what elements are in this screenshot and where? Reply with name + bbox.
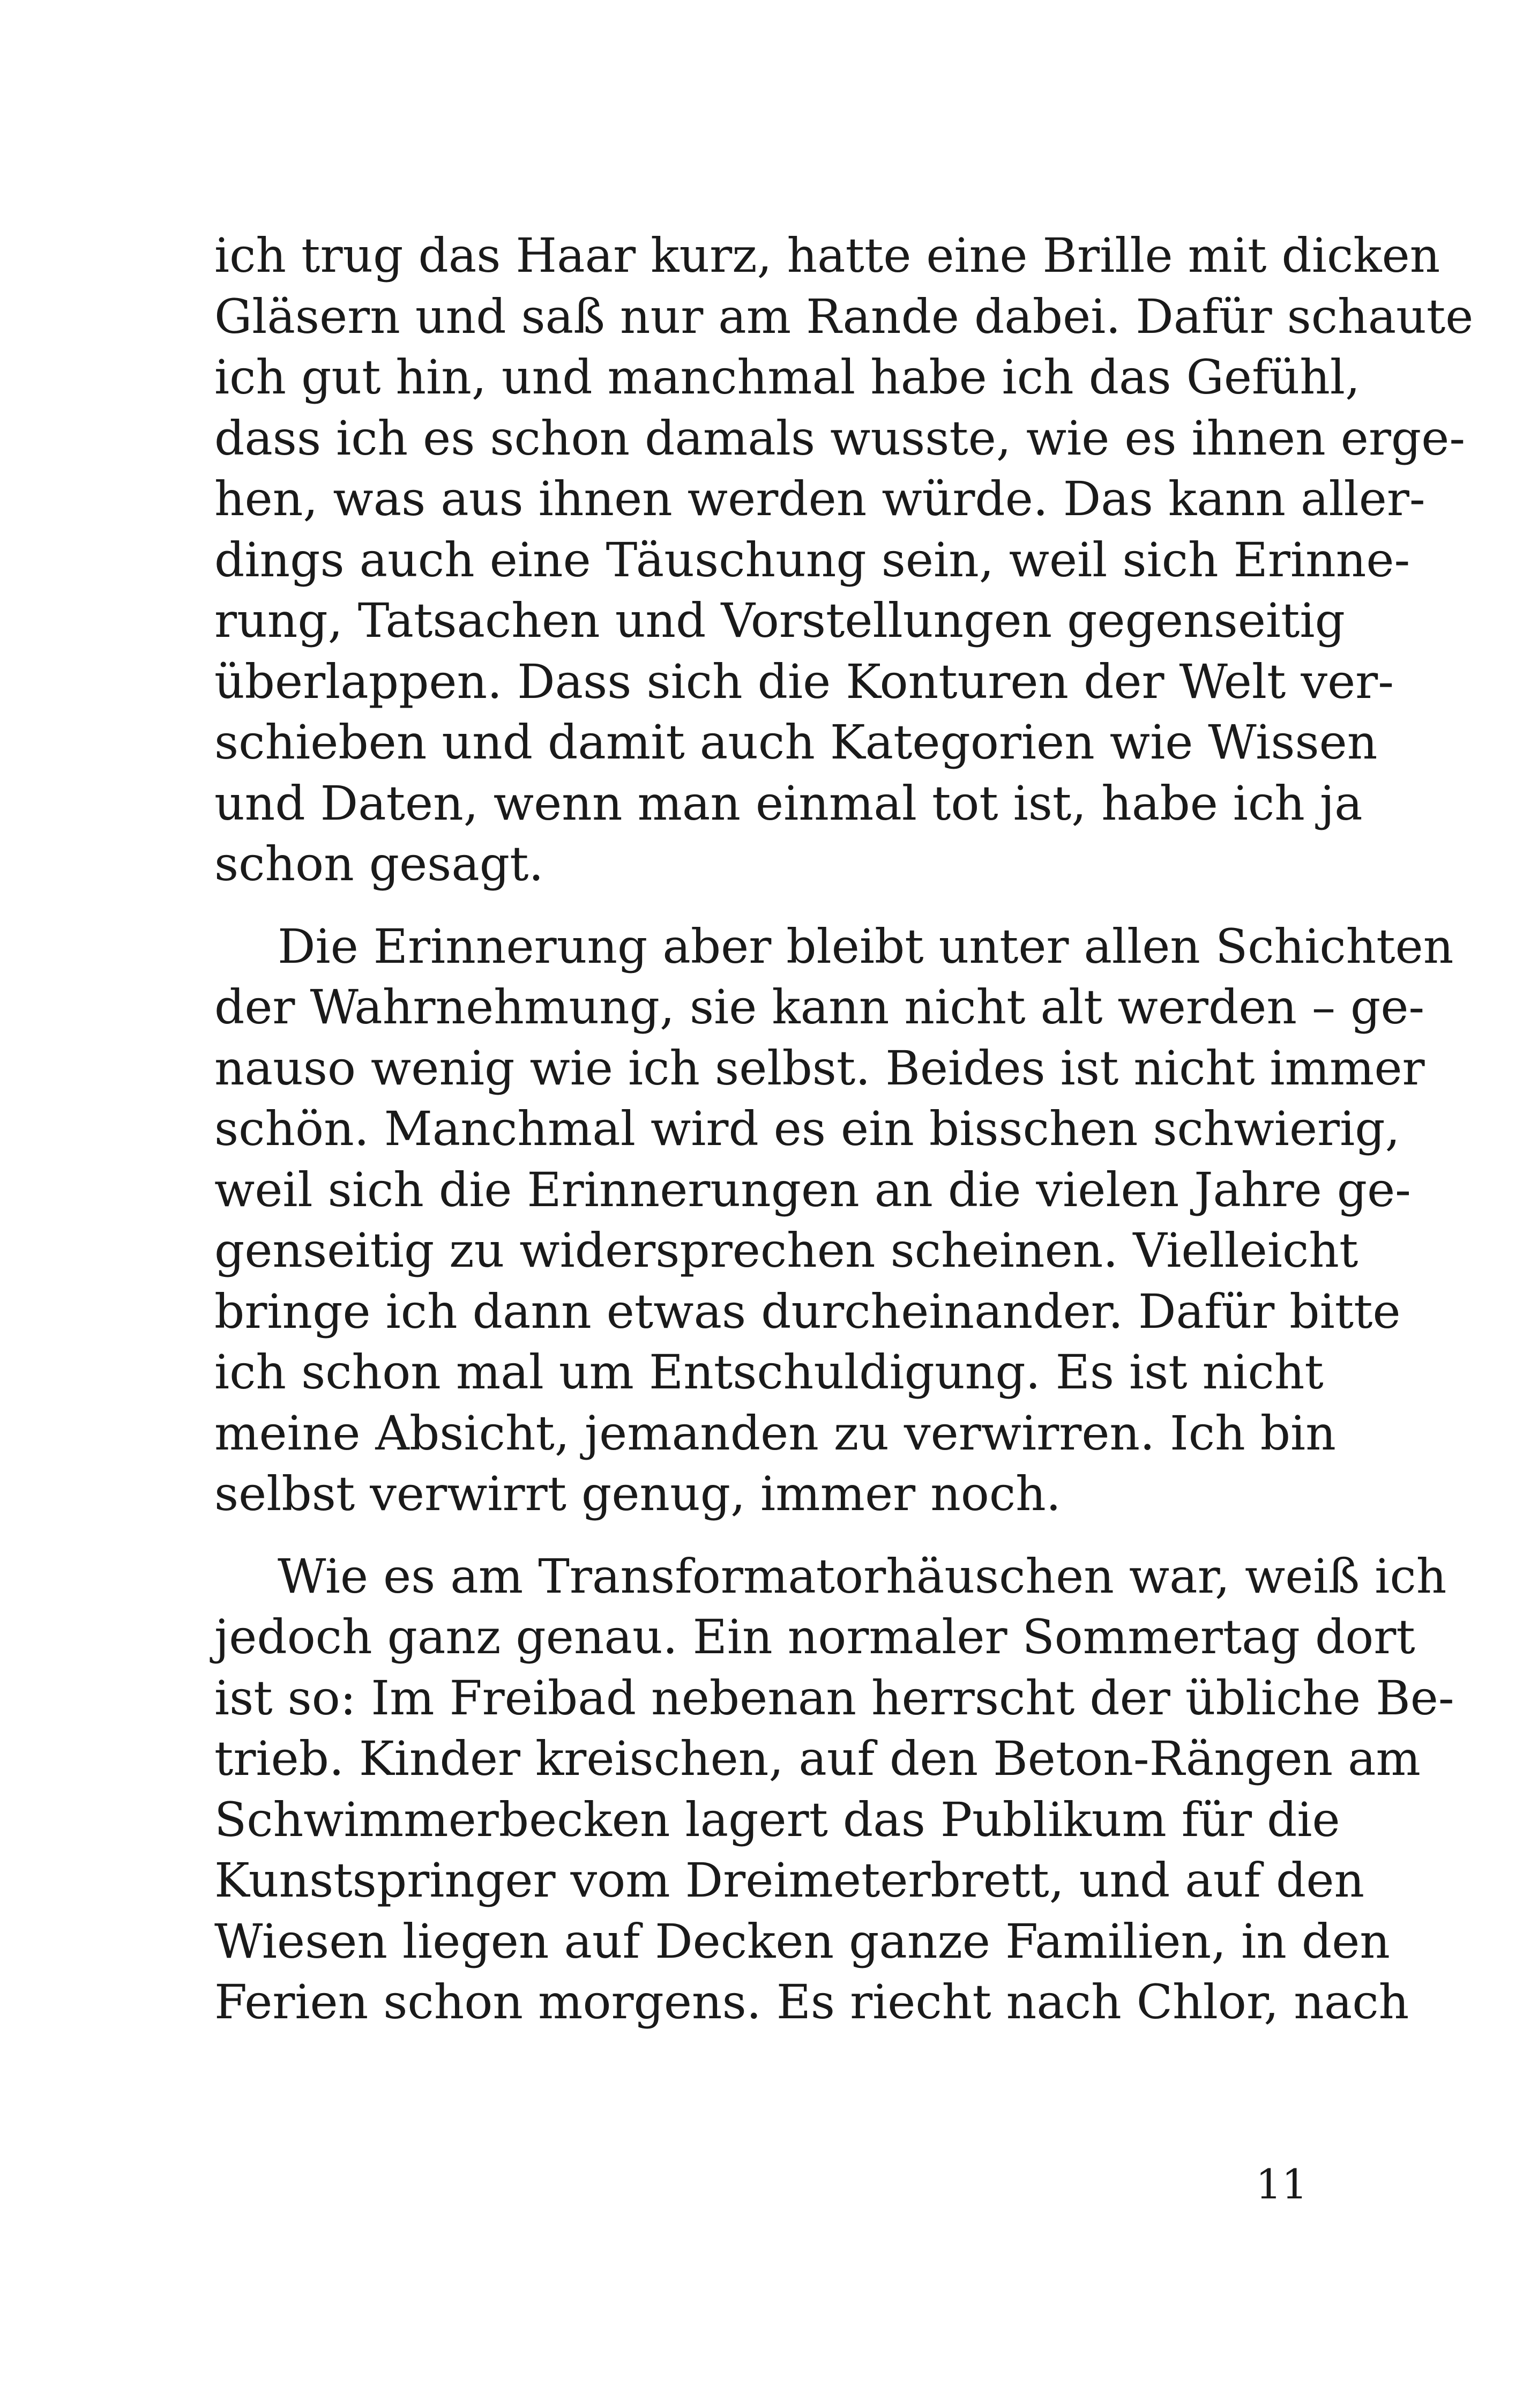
body-text <box>214 225 1474 2033</box>
text-line: nauso wenig wie ich selbst. Beides ist nicht immer <box>214 1040 1425 1096</box>
text-line: ist so: Im Freibad nebenan herrscht der übliche Be- <box>214 1670 1454 1726</box>
text-line: trieb. Kinder kreischen, auf den Beton-Rängen am <box>214 1731 1421 1786</box>
text-line: selbst verwirrt genug, immer noch. <box>214 1466 1061 1521</box>
text-line: Schwimmerbecken lagert das Publikum für die <box>214 1792 1340 1847</box>
text-line: hen, was aus ihnen werden würde. Das kann aller- <box>214 471 1425 526</box>
page-number: 11 <box>1256 2160 1308 2208</box>
text-line: ich schon mal um Entschuldigung. Es ist nicht <box>214 1344 1324 1400</box>
text-line: ich gut hin, und manchmal habe ich das Gefühl, <box>214 350 1361 405</box>
text-line: bringe ich dann etwas durcheinander. Dafür bitte <box>214 1283 1401 1339</box>
text-line: schon gesagt. <box>214 836 544 891</box>
text-line: Wiesen liegen auf Decken ganze Familien, in den <box>214 1913 1390 1969</box>
paragraph-3 <box>214 1546 1454 2033</box>
text-line: Ferien schon morgens. Es riecht nach Chlor, nach <box>214 1974 1409 2030</box>
text-line: und Daten, wenn man einmal tot ist, habe ich ja <box>214 775 1363 831</box>
text-line: dings auch eine Täuschung sein, weil sich Erinne- <box>214 532 1410 588</box>
text-line: weil sich die Erinnerungen an die vielen Jahre ge- <box>214 1162 1411 1217</box>
text-line: jedoch ganz genau. Ein normaler Sommertag dort <box>214 1609 1415 1664</box>
text-line: ich trug das Haar kurz, hatte eine Brille mit dicken <box>214 228 1440 283</box>
text-line: Die Erinnerung aber bleibt unter allen Schichten <box>278 918 1454 974</box>
text-line: dass ich es schon damals wusste, wie es ihnen erge- <box>214 410 1466 466</box>
paragraph-1 <box>214 225 1474 895</box>
text-line: meine Absicht, jemanden zu verwirren. Ich bin <box>214 1405 1336 1461</box>
text-line: schieben und damit auch Kategorien wie Wissen <box>214 715 1378 770</box>
text-line: rung, Tatsachen und Vorstellungen gegenseitig <box>214 593 1345 648</box>
paragraph-2 <box>214 916 1454 1525</box>
text-line: überlappen. Dass sich die Konturen der Welt ver- <box>214 653 1394 709</box>
text-line: Wie es am Transformatorhäuschen war, weiß ich <box>278 1548 1447 1604</box>
text-line: schön. Manchmal wird es ein bisschen schwierig, <box>214 1101 1400 1156</box>
text-line: Kunstspringer vom Dreimeterbrett, und auf den <box>214 1853 1365 1908</box>
text-line: genseitig zu widersprechen scheinen. Vielleicht <box>214 1223 1358 1278</box>
text-line: der Wahrnehmung, sie kann nicht alt werden – ge- <box>214 979 1425 1035</box>
text-line: Gläsern und saß nur am Rande dabei. Dafür schaute <box>214 288 1474 344</box>
